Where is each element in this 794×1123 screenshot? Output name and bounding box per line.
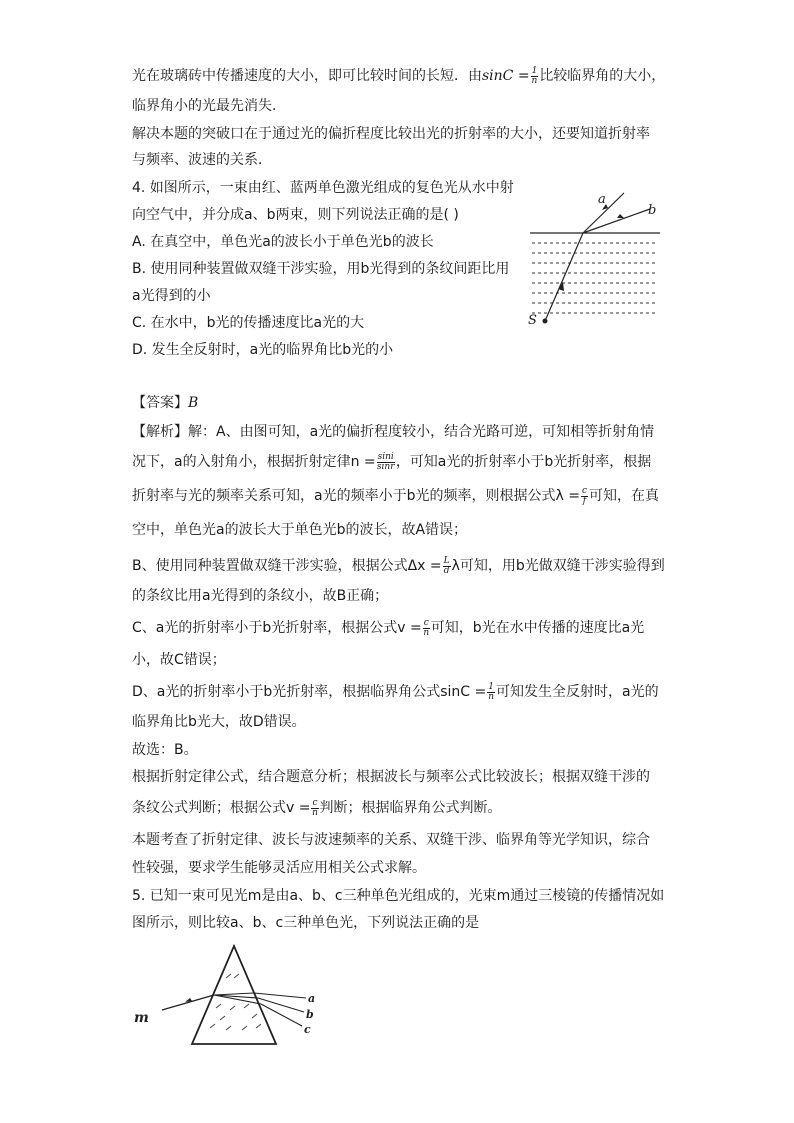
question-4-stem-cont: 向空气中，并分成a、b两束，则下列说法正确的是( ) bbox=[132, 207, 459, 223]
ray-b-arrow bbox=[617, 214, 624, 218]
option-c: C. 在水中，b光的传播速度比a光的大 bbox=[132, 315, 365, 331]
label-a: a bbox=[308, 992, 316, 1005]
fraction bbox=[487, 683, 495, 702]
fraction-numerator: 1 bbox=[488, 681, 494, 692]
option-a: A. 在真空中，单色光a的波长小于单色光b的波长 bbox=[132, 234, 434, 250]
option-d: D. 发生全反射时，a光的临界角比b光的小 bbox=[132, 342, 394, 358]
answer-tag: 【答案】 bbox=[132, 395, 188, 411]
analysis-line bbox=[132, 798, 502, 818]
label-c: c bbox=[304, 1023, 311, 1036]
fraction-denominator: f bbox=[582, 495, 587, 506]
answer-line bbox=[132, 393, 198, 413]
inner-ray-a bbox=[214, 993, 254, 995]
fraction-denominator: n bbox=[312, 807, 318, 818]
ray-b bbox=[258, 998, 304, 1012]
fraction-numerator: c bbox=[581, 485, 587, 496]
fraction-denominator: n bbox=[531, 75, 538, 86]
text-line bbox=[132, 66, 665, 86]
analysis-line bbox=[132, 556, 665, 576]
text-span: λ可知，用b光做双缝干涉实验得到 bbox=[451, 558, 665, 574]
text-line: 与频率、波速的关系． bbox=[132, 152, 272, 168]
text-span: 可知，在真 bbox=[588, 488, 659, 504]
text-span: 光在玻璃砖中传播速度的大小，即可比较时间的长短．由 bbox=[132, 68, 482, 84]
ray-a bbox=[254, 993, 306, 998]
math-expression: sinC = bbox=[482, 68, 530, 84]
fraction-denominator: sinr bbox=[376, 461, 395, 472]
incident-ray bbox=[545, 233, 583, 321]
fraction-numerator: c bbox=[423, 617, 429, 628]
incident-beam-m bbox=[162, 995, 214, 1010]
text-span: 折射率与光的频率关系可知，a光的频率小于b光的频率，则根据公式λ = bbox=[132, 488, 580, 504]
fraction bbox=[581, 487, 588, 506]
text-span: 条纹公式判断；根据公式v = bbox=[132, 800, 311, 816]
analysis-line: 根据折射定律公式，结合题意分析；根据波长与频率公式比较波长；根据双缝干涉的 bbox=[132, 769, 650, 785]
analysis-line bbox=[132, 618, 644, 638]
prism-outline bbox=[192, 946, 276, 1044]
text-span: B、使用同种装置做双缝干涉实验，根据公式Δx = bbox=[132, 558, 442, 574]
prism-figure bbox=[130, 940, 330, 1052]
source-point bbox=[543, 319, 548, 324]
analysis-line: 性较强，要求学生能够灵活应用相关公式求解。 bbox=[132, 860, 426, 876]
text-span: 判断；根据临界角公式判断。 bbox=[319, 800, 502, 816]
text-span: ，可知a光的折射率小于b光折射率，根据 bbox=[395, 454, 652, 470]
analysis-line: 小，故C错误； bbox=[132, 652, 226, 668]
label-b: b bbox=[648, 203, 657, 218]
fraction bbox=[531, 67, 539, 86]
question-4-stem: 4. 如图所示，一束由红、蓝两单色激光组成的复色光从水中射 bbox=[132, 180, 514, 196]
label-b: b bbox=[306, 1008, 314, 1021]
text-span: 可知发生全反射时，a光的 bbox=[496, 684, 659, 700]
label-m: m bbox=[134, 1010, 149, 1026]
label-a: a bbox=[598, 192, 606, 207]
fraction-numerator: L bbox=[443, 555, 450, 566]
fraction-denominator: n bbox=[488, 691, 495, 702]
fraction-numerator: 1 bbox=[531, 65, 538, 76]
text-span: D、a光的折射率小于b光折射率，根据临界角公式sinC = bbox=[132, 684, 487, 700]
fraction-numerator: sini bbox=[377, 451, 394, 462]
label-s: S bbox=[528, 313, 537, 328]
text-span: C、a光的折射率小于b光折射率，根据公式v = bbox=[132, 620, 422, 636]
analysis-line: 的条纹比用a光得到的条纹小，故B正确； bbox=[132, 588, 389, 604]
text-span: 况下，a的入射角小，根据折射定律n = bbox=[132, 454, 376, 470]
analysis-line bbox=[132, 452, 651, 472]
fraction bbox=[423, 619, 430, 638]
text-span: 可知，b光在水中传播的速度比a光 bbox=[430, 620, 645, 636]
fraction bbox=[443, 557, 451, 576]
fraction bbox=[311, 799, 318, 818]
analysis-tag: 【解析】 bbox=[132, 424, 188, 440]
water-hatching bbox=[532, 243, 658, 313]
refraction-figure bbox=[520, 185, 670, 330]
fraction-denominator: n bbox=[423, 627, 430, 638]
analysis-line bbox=[132, 682, 659, 702]
analysis-line: 故选：B。 bbox=[132, 742, 198, 758]
answer-value: B bbox=[188, 395, 199, 411]
analysis-line bbox=[132, 422, 654, 442]
analysis-line bbox=[132, 486, 659, 506]
fraction-denominator: d bbox=[443, 565, 450, 576]
analysis-line: 临界角比b光大，故D错误。 bbox=[132, 714, 306, 730]
ray-b bbox=[583, 209, 650, 233]
text-span: 解：A、由图可知，a光的偏折程度较小，结合光路可逆，可知相等折射角情 bbox=[188, 424, 655, 440]
fraction-numerator: c bbox=[312, 797, 318, 808]
fraction bbox=[377, 453, 395, 472]
question-5-stem-cont: 图所示，则比较a、b、c三种单色光，下列说法正确的是 bbox=[132, 915, 480, 931]
text-line: 解决本题的突破口在于通过光的偏折程度比较出光的折射率的大小，还要知道折射率 bbox=[132, 126, 650, 142]
analysis-line: 空中，单色光a的波长大于单色光b的波长，故A错误； bbox=[132, 522, 468, 538]
option-b-cont: a光得到的小 bbox=[132, 288, 211, 304]
text-span: 比较临界角的大小， bbox=[539, 68, 666, 84]
analysis-line: 本题考查了折射定律、波长与波速频率的关系、双缝干涉、临界角等光学知识，综合 bbox=[132, 832, 650, 848]
question-5-stem: 5. 已知一束可见光m是由a、b、c三种单色光组成的，光束m通过三棱镜的传播情况如 bbox=[132, 888, 665, 904]
option-b: B. 使用同种装置做双缝干涉实验，用b光得到的条纹间距比用 bbox=[132, 261, 510, 277]
text-line: 临界角小的光最先消失． bbox=[132, 98, 286, 114]
